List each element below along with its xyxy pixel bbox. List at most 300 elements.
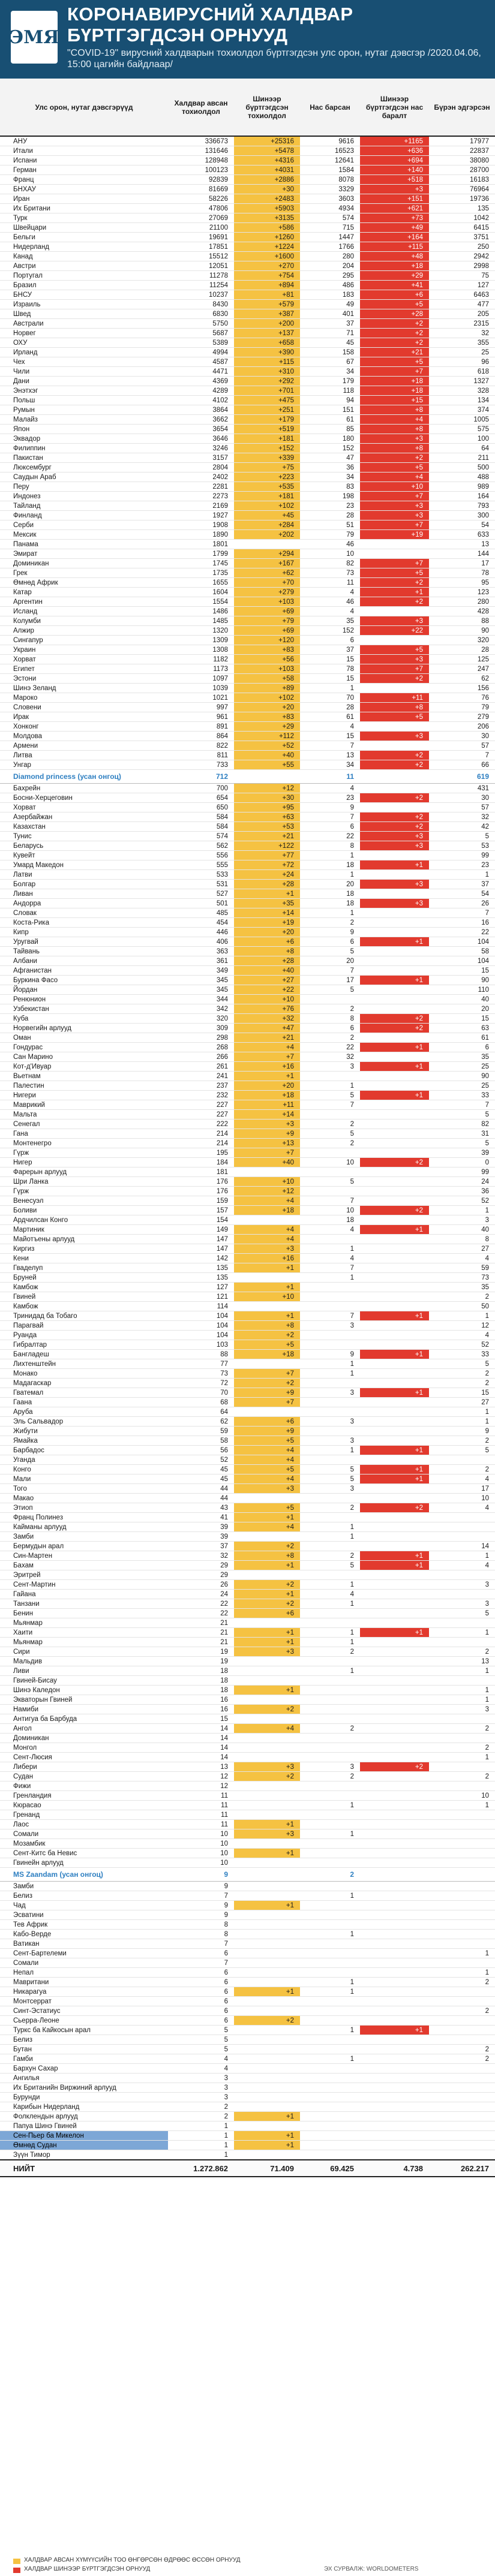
cases-cell: 47806 xyxy=(168,204,234,213)
new-cases-cell: +28 xyxy=(234,880,300,889)
recovered-cell xyxy=(429,2102,495,2112)
new-cases-cell: +5 xyxy=(234,1340,300,1350)
table-row xyxy=(0,1292,495,1302)
recovered-cell: 205 xyxy=(429,309,495,319)
deaths-cell: 1 xyxy=(300,1829,360,1839)
recovered-cell: 37 xyxy=(429,880,495,889)
country-name: Ямайка xyxy=(0,1436,168,1446)
recovered-cell: 355 xyxy=(429,338,495,348)
new-deaths-cell: +2 xyxy=(360,1762,429,1772)
deaths-cell: 3 xyxy=(300,1762,360,1772)
table-row xyxy=(0,329,495,338)
deaths-cell: 3329 xyxy=(300,185,360,194)
recovered-cell xyxy=(429,1939,495,1949)
recovered-cell xyxy=(429,1868,495,1882)
table-row xyxy=(0,1129,495,1139)
table-row xyxy=(0,1772,495,1781)
recovered-cell xyxy=(429,1781,495,1791)
deaths-cell: 401 xyxy=(300,309,360,319)
new-deaths-cell xyxy=(360,1359,429,1369)
table-row xyxy=(0,348,495,357)
recovered-cell: 22837 xyxy=(429,146,495,156)
cases-cell: 891 xyxy=(168,722,234,732)
table-row xyxy=(0,889,495,899)
new-cases-cell: +2 xyxy=(234,1542,300,1551)
deaths-cell: 1 xyxy=(300,851,360,860)
recovered-cell: 35 xyxy=(429,1052,495,1062)
table-row xyxy=(0,822,495,832)
table-row xyxy=(0,760,495,770)
recovered-cell: 59 xyxy=(429,1263,495,1273)
new-deaths-cell xyxy=(360,1791,429,1801)
recovered-cell: 2 xyxy=(429,2054,495,2064)
new-cases-cell xyxy=(234,1743,300,1753)
country-name: Никарагуа xyxy=(0,1987,168,1997)
deaths-cell: 4 xyxy=(300,1590,360,1599)
table-row xyxy=(0,693,495,703)
new-deaths-cell xyxy=(360,1939,429,1949)
deaths-cell: 82 xyxy=(300,559,360,568)
deaths-cell: 6 xyxy=(300,1024,360,1033)
deaths-cell: 1 xyxy=(300,1359,360,1369)
new-cases-cell xyxy=(234,1910,300,1920)
recovered-cell: 7 xyxy=(429,908,495,918)
country-name: Макао xyxy=(0,1494,168,1503)
country-name: Панама xyxy=(0,540,168,549)
new-cases-cell xyxy=(234,1695,300,1705)
cases-cell: 39 xyxy=(168,1522,234,1532)
country-name: Латви xyxy=(0,870,168,880)
new-cases-cell: +8 xyxy=(234,1551,300,1561)
new-cases-cell xyxy=(234,1167,300,1177)
deaths-cell: 79 xyxy=(300,530,360,540)
cases-cell: 176 xyxy=(168,1187,234,1196)
country-name: Доминикан xyxy=(0,559,168,568)
cases-cell: 29 xyxy=(168,1570,234,1580)
new-cases-cell: +202 xyxy=(234,530,300,540)
new-deaths-cell xyxy=(360,2064,429,2074)
recovered-cell: 5 xyxy=(429,1446,495,1455)
new-deaths-cell: +3 xyxy=(360,501,429,511)
table-row xyxy=(0,1891,495,1901)
new-cases-cell: +2 xyxy=(234,1379,300,1388)
recovered-cell: 2 xyxy=(429,2006,495,2016)
cases-cell: 1799 xyxy=(168,549,234,559)
new-cases-cell: +79 xyxy=(234,616,300,626)
new-deaths-cell: +1 xyxy=(360,1043,429,1052)
table-row xyxy=(0,1734,495,1743)
country-name: Ватикан xyxy=(0,1939,168,1949)
recovered-cell: 2 xyxy=(429,1369,495,1379)
country-name: Папуа Шинэ Гвиней xyxy=(0,2121,168,2131)
recovered-cell: 477 xyxy=(429,300,495,309)
table-row xyxy=(0,1570,495,1580)
recovered-cell: 27 xyxy=(429,1244,495,1254)
deaths-cell: 34 xyxy=(300,760,360,770)
cases-cell: 344 xyxy=(168,995,234,1004)
table-row xyxy=(0,1455,495,1465)
new-deaths-cell: +8 xyxy=(360,405,429,415)
cases-cell: 336673 xyxy=(168,137,234,146)
table-row xyxy=(0,1283,495,1292)
new-deaths-cell: +21 xyxy=(360,348,429,357)
new-deaths-cell xyxy=(360,607,429,616)
cases-cell: 1908 xyxy=(168,520,234,530)
new-cases-cell: +2 xyxy=(234,1599,300,1609)
new-deaths-cell: +3 xyxy=(360,511,429,520)
cases-cell: 5750 xyxy=(168,319,234,329)
new-cases-cell: +4 xyxy=(234,1446,300,1455)
recovered-cell: 13 xyxy=(429,540,495,549)
section-row xyxy=(0,770,495,784)
recovered-cell: 1 xyxy=(429,1311,495,1321)
new-deaths-cell xyxy=(360,2054,429,2064)
total-row xyxy=(0,2160,495,2177)
table-row xyxy=(0,1225,495,1235)
cases-cell: 864 xyxy=(168,732,234,741)
table-row xyxy=(0,1628,495,1638)
new-cases-cell: +112 xyxy=(234,732,300,741)
country-name: Ливи xyxy=(0,1666,168,1676)
recovered-cell xyxy=(429,1532,495,1542)
new-cases-cell: +4 xyxy=(234,1043,300,1052)
country-name: Йордан xyxy=(0,985,168,995)
country-name: Мьянмар xyxy=(0,1638,168,1647)
new-deaths-cell xyxy=(360,2121,429,2131)
table-row xyxy=(0,655,495,664)
cases-cell: 214 xyxy=(168,1129,234,1139)
new-cases-cell xyxy=(234,1810,300,1820)
cases-cell: 135 xyxy=(168,1263,234,1273)
new-cases-cell xyxy=(234,1407,300,1417)
country-name: Казахстан xyxy=(0,822,168,832)
cases-cell: 1309 xyxy=(168,636,234,645)
table-row xyxy=(0,511,495,520)
table-row xyxy=(0,751,495,760)
cases-cell: 1308 xyxy=(168,645,234,655)
new-cases-cell: +12 xyxy=(234,784,300,793)
table-row xyxy=(0,703,495,712)
new-deaths-cell xyxy=(360,1215,429,1225)
deaths-cell: 67 xyxy=(300,357,360,367)
country-name: Кюрасао xyxy=(0,1801,168,1810)
deaths-cell xyxy=(300,1939,360,1949)
deaths-cell: 4 xyxy=(300,1254,360,1263)
new-deaths-cell xyxy=(360,1167,429,1177)
new-cases-cell xyxy=(234,1801,300,1810)
deaths-cell: 1 xyxy=(300,1978,360,1987)
new-deaths-cell xyxy=(360,1657,429,1666)
new-deaths-cell: +3 xyxy=(360,732,429,741)
new-cases-cell xyxy=(234,2035,300,2045)
new-deaths-cell: +1 xyxy=(360,1561,429,1570)
new-cases-cell: +3 xyxy=(234,1647,300,1657)
new-deaths-cell xyxy=(360,1570,429,1580)
new-cases-cell: +81 xyxy=(234,290,300,300)
cases-cell: 44 xyxy=(168,1484,234,1494)
new-cases-cell: +390 xyxy=(234,348,300,357)
table-row xyxy=(0,2045,495,2054)
deaths-cell: 3 xyxy=(300,1321,360,1331)
new-deaths-cell xyxy=(360,1331,429,1340)
new-deaths-cell: +7 xyxy=(360,492,429,501)
country-name: Белиз xyxy=(0,2035,168,2045)
recovered-cell: 135 xyxy=(429,204,495,213)
deaths-cell xyxy=(300,2093,360,2102)
deaths-cell xyxy=(300,1398,360,1407)
cases-cell: 18 xyxy=(168,1676,234,1686)
new-cases-cell: +103 xyxy=(234,597,300,607)
new-cases-cell: +20 xyxy=(234,1081,300,1091)
new-deaths-cell xyxy=(360,1997,429,2006)
table-row xyxy=(0,434,495,444)
table-row xyxy=(0,185,495,194)
cases-cell: 37 xyxy=(168,1542,234,1551)
new-deaths-cell xyxy=(360,1891,429,1901)
recovered-cell xyxy=(429,1891,495,1901)
cases-cell: 2402 xyxy=(168,473,234,482)
table-row xyxy=(0,1618,495,1628)
country-name: Монтенегро xyxy=(0,1139,168,1148)
recovered-cell: 1 xyxy=(429,1753,495,1762)
cases-cell: 556 xyxy=(168,851,234,860)
new-deaths-cell: +5 xyxy=(360,300,429,309)
country-name: Танзани xyxy=(0,1599,168,1609)
new-cases-cell: +3135 xyxy=(234,213,300,223)
table-row xyxy=(0,1043,495,1052)
recovered-cell: 3 xyxy=(429,1215,495,1225)
cases-cell: 8430 xyxy=(168,300,234,309)
deaths-cell: 5 xyxy=(300,1129,360,1139)
new-cases-cell: +1 xyxy=(234,2112,300,2121)
new-deaths-cell xyxy=(360,1781,429,1791)
new-deaths-cell xyxy=(360,1340,429,1350)
new-cases-cell: +21 xyxy=(234,832,300,841)
new-deaths-cell xyxy=(360,1369,429,1379)
new-cases-cell: +2 xyxy=(234,1705,300,1714)
cases-cell: 149 xyxy=(168,1225,234,1235)
recovered-cell xyxy=(429,2035,495,2045)
recovered-cell: 2 xyxy=(429,2045,495,2054)
table-row xyxy=(0,1686,495,1695)
table-row xyxy=(0,1939,495,1949)
cases-cell: 3 xyxy=(168,2083,234,2093)
cases-cell: 811 xyxy=(168,751,234,760)
table-row xyxy=(0,290,495,300)
cases-cell: 406 xyxy=(168,937,234,947)
deaths-cell: 12641 xyxy=(300,156,360,165)
deaths-cell xyxy=(300,1542,360,1551)
col-new-deaths: Шинээр бүртгэгдсэн нас баралт xyxy=(365,94,424,120)
new-deaths-cell xyxy=(360,1829,429,1839)
table-row xyxy=(0,520,495,530)
country-name: Кабо-Верде xyxy=(0,1930,168,1939)
country-name: Гваделуп xyxy=(0,1263,168,1273)
new-deaths-cell: +7 xyxy=(360,664,429,674)
new-deaths-cell: +1165 xyxy=(360,137,429,146)
cases-cell: 2281 xyxy=(168,482,234,492)
new-deaths-cell xyxy=(360,1580,429,1590)
new-deaths-cell: +3 xyxy=(360,899,429,908)
table-row xyxy=(0,1139,495,1148)
table-row xyxy=(0,1978,495,1987)
cases-cell: 6 xyxy=(168,2016,234,2026)
deaths-cell: 1 xyxy=(300,1273,360,1283)
table-row xyxy=(0,1369,495,1379)
country-name: Доминикан xyxy=(0,1734,168,1743)
new-deaths-cell: +2 xyxy=(360,578,429,588)
deaths-cell: 78 xyxy=(300,664,360,674)
new-cases-cell: +5 xyxy=(234,1503,300,1513)
new-cases-cell: +294 xyxy=(234,549,300,559)
new-cases-cell: +4 xyxy=(234,1724,300,1734)
cases-cell: 10 xyxy=(168,1839,234,1849)
new-cases-cell xyxy=(234,1939,300,1949)
table-row xyxy=(0,1398,495,1407)
country-name: Мадагаскар xyxy=(0,1379,168,1388)
country-name: Тайвань xyxy=(0,947,168,956)
country-name: Молдова xyxy=(0,732,168,741)
cases-cell: 103 xyxy=(168,1340,234,1350)
cases-cell: 7 xyxy=(168,1958,234,1968)
recovered-cell: 0 xyxy=(429,1158,495,1167)
deaths-cell xyxy=(300,1235,360,1244)
recovered-cell: 206 xyxy=(429,722,495,732)
recovered-cell: 90 xyxy=(429,1072,495,1081)
recovered-cell: 575 xyxy=(429,425,495,434)
table-row xyxy=(0,812,495,822)
country-name: Мароко xyxy=(0,693,168,703)
country-name: Уругвай xyxy=(0,937,168,947)
deaths-cell: 179 xyxy=(300,377,360,386)
table-row xyxy=(0,1263,495,1273)
recovered-cell: 2942 xyxy=(429,252,495,261)
new-deaths-cell: +1 xyxy=(360,937,429,947)
recovered-cell: 1 xyxy=(429,1695,495,1705)
deaths-cell: 73 xyxy=(300,568,360,578)
new-cases-cell: +137 xyxy=(234,329,300,338)
new-cases-cell: +1 xyxy=(234,2131,300,2141)
recovered-cell xyxy=(429,1958,495,1968)
new-deaths-cell: +2 xyxy=(360,1503,429,1513)
new-deaths-cell xyxy=(360,2016,429,2026)
new-cases-cell: +5478 xyxy=(234,146,300,156)
new-deaths-cell: +22 xyxy=(360,626,429,636)
table-row xyxy=(0,784,495,793)
new-cases-cell xyxy=(234,1868,300,1882)
table-row xyxy=(0,1609,495,1618)
legend-swatch-new-cases xyxy=(13,2559,20,2564)
cases-cell: 104 xyxy=(168,1311,234,1321)
new-cases-cell: +21 xyxy=(234,1033,300,1043)
new-cases-cell: +1 xyxy=(234,1513,300,1522)
cases-cell: 9 xyxy=(168,1868,234,1882)
new-deaths-cell xyxy=(360,1455,429,1465)
new-cases-cell: +270 xyxy=(234,261,300,271)
new-deaths-cell xyxy=(360,1949,429,1958)
country-name: Сент-Мартин xyxy=(0,1580,168,1590)
cases-cell: 7 xyxy=(168,1939,234,1949)
cases-cell: 298 xyxy=(168,1033,234,1043)
table-row xyxy=(0,1753,495,1762)
country-name: Ирак xyxy=(0,712,168,722)
table-row xyxy=(0,1676,495,1686)
country-name: Экваторын Гвиней xyxy=(0,1695,168,1705)
recovered-cell: 793 xyxy=(429,501,495,511)
new-deaths-cell xyxy=(360,784,429,793)
cases-cell: 73 xyxy=(168,1369,234,1379)
recovered-cell: 104 xyxy=(429,956,495,966)
deaths-cell xyxy=(300,1072,360,1081)
table-row xyxy=(0,860,495,870)
deaths-cell: 5 xyxy=(300,947,360,956)
deaths-cell: 4 xyxy=(300,1225,360,1235)
new-deaths-cell: +5 xyxy=(360,357,429,367)
table-row xyxy=(0,281,495,290)
new-cases-cell xyxy=(234,1618,300,1628)
deaths-cell: 45 xyxy=(300,338,360,348)
cases-cell: 309 xyxy=(168,1024,234,1033)
country-name: Болгар xyxy=(0,880,168,889)
new-cases-cell: +5 xyxy=(234,1465,300,1474)
deaths-cell: 204 xyxy=(300,261,360,271)
table-row xyxy=(0,1638,495,1647)
recovered-cell: 28 xyxy=(429,645,495,655)
new-cases-cell: +339 xyxy=(234,453,300,463)
country-name: Сири xyxy=(0,1647,168,1657)
country-name: Бенин xyxy=(0,1609,168,1618)
table-row xyxy=(0,1503,495,1513)
table-row xyxy=(0,1311,495,1321)
deaths-cell: 51 xyxy=(300,520,360,530)
deaths-cell: 3 xyxy=(300,1417,360,1427)
recovered-cell xyxy=(429,1820,495,1829)
new-deaths-cell: +5 xyxy=(360,645,429,655)
cases-cell: 18 xyxy=(168,1666,234,1676)
col-country: Улс орон, нутаг дэвсгэрүүд xyxy=(35,103,133,112)
new-cases-cell: +200 xyxy=(234,319,300,329)
recovered-cell: 35 xyxy=(429,1283,495,1292)
new-deaths-cell: +1 xyxy=(360,1551,429,1561)
cases-cell: 176 xyxy=(168,1177,234,1187)
recovered-cell: 61 xyxy=(429,1033,495,1043)
recovered-cell: 1 xyxy=(429,1666,495,1676)
country-name: Канад xyxy=(0,252,168,261)
new-cases-cell: +45 xyxy=(234,511,300,520)
table-row xyxy=(0,146,495,156)
recovered-cell xyxy=(429,1810,495,1820)
cases-cell: 29 xyxy=(168,1561,234,1570)
country-name: Сент-Бартелеми xyxy=(0,1949,168,1958)
country-name: Пакистан xyxy=(0,453,168,463)
country-name: Сомали xyxy=(0,1958,168,1968)
new-cases-cell: +16 xyxy=(234,1062,300,1072)
cases-cell: 2 xyxy=(168,2112,234,2121)
table-row xyxy=(0,2131,495,2141)
country-name: Өмнөд Судан xyxy=(0,2141,168,2150)
new-cases-cell: +279 xyxy=(234,588,300,597)
cases-cell: 15 xyxy=(168,1714,234,1724)
total-cases: 1.272.862 xyxy=(168,2160,234,2177)
table-row xyxy=(0,1901,495,1910)
new-cases-cell: +519 xyxy=(234,425,300,434)
cases-cell: 4289 xyxy=(168,386,234,396)
recovered-cell: 15 xyxy=(429,1014,495,1024)
deaths-cell: 2 xyxy=(300,1868,360,1882)
country-name: Буркина Фасо xyxy=(0,976,168,985)
cases-cell: 712 xyxy=(168,770,234,784)
recovered-cell: 500 xyxy=(429,463,495,473)
